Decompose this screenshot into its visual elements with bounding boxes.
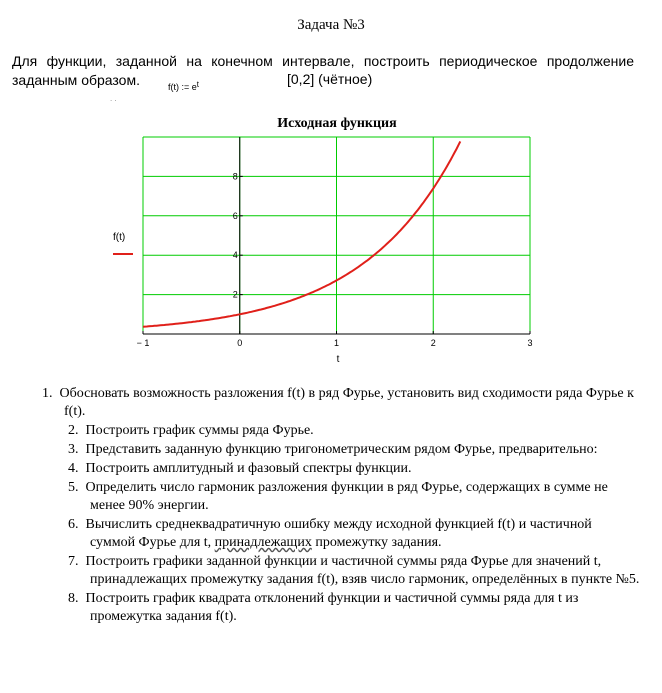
statement-line-1: Для функции, заданной на конечном интервале, построить периодическое продолжение (12, 53, 634, 69)
formula-lhs: f(t) := e (168, 82, 197, 92)
x-axis-label: t (336, 354, 340, 365)
formula-exponent: t (196, 80, 199, 89)
task-text: Построить графики заданной функции и частичной суммы ряда Фурье для значений t, принадлежащих промежутку задания f(t), взяв число гармоник, определённых в пункте №5. (85, 554, 640, 587)
y-tick-label: 2 (232, 289, 238, 300)
y-axis-label: f(t) (113, 232, 126, 243)
task-number: 6. (68, 517, 79, 532)
task-item-2 (68, 422, 640, 440)
task-text: Представить заданную функцию тригонометрическим рядом Фурье, предварительно: (85, 442, 598, 457)
task-number: 2. (68, 423, 79, 438)
task-number: 7. (68, 554, 79, 569)
chart-grid (143, 137, 530, 334)
function-formula (168, 82, 199, 92)
x-tick-label: 3 (527, 338, 533, 348)
task-item-6 (68, 516, 640, 552)
x-tick-label: 1 (333, 338, 340, 348)
statement-line-2: заданным образом. (12, 72, 140, 88)
chart-title: Исходная функция (277, 116, 397, 131)
x-tick-label: 2 (430, 338, 436, 348)
y-tick-label: 8 (232, 171, 238, 182)
task-title: Задача №3 (297, 17, 365, 33)
task-text: промежутку задания. (311, 535, 442, 550)
task-text-spellcheck: принадлежащих (214, 535, 312, 550)
task-text: Построить амплитудный и фазовый спектры функции. (85, 461, 412, 476)
series-line-f-t (143, 141, 460, 326)
task-text: Построить график квадрата отклонений функции и частичной суммы ряда для t из промежутка задания f(t). (85, 591, 579, 624)
task-item-1 (42, 385, 640, 421)
x-tick-label: 0 (237, 338, 243, 348)
task-text: Построить график суммы ряда Фурье. (85, 423, 314, 438)
task-item-4 (68, 460, 640, 478)
task-text: Вычислить среднеквадратичную ошибку между исходной функцией f(t) и частичной суммой Фурье для t, (85, 517, 592, 550)
x-tick-label: − 1 (136, 338, 150, 348)
interval-spec: [0,2] (чётное) (287, 71, 373, 87)
task-number: 4. (68, 461, 79, 476)
task-text: Определить число гармоник разложения функции в ряд Фурье, содержащих в сумме не менее 90% энергии. (85, 480, 608, 513)
task-item-3 (68, 441, 640, 459)
task-item-8 (68, 590, 640, 626)
y-tick-label: 6 (232, 210, 238, 221)
task-number: 1. (42, 386, 53, 401)
task-number: 5. (68, 480, 79, 495)
task-item-7 (68, 553, 640, 589)
function-chart (0, 105, 662, 375)
task-text: Обосновать возможность разложения f(t) в ряд Фурье, установить вид сходимости ряда Фурье к f(t). (59, 386, 634, 419)
task-list (20, 385, 640, 627)
small-dots: . . (110, 94, 117, 103)
task-number: 8. (68, 591, 79, 606)
task-item-5 (68, 479, 640, 515)
y-tick-label: 4 (232, 250, 238, 261)
task-number: 3. (68, 442, 79, 457)
